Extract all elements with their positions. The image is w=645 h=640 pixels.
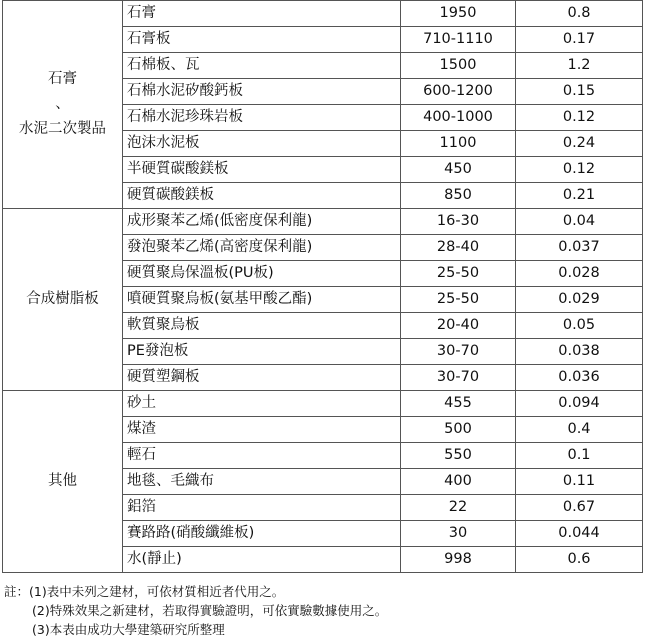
footnote-3: (3)本表由成功大學建築研究所整理 [32,622,225,637]
density-cell: 450 [401,157,516,183]
table-row [3,1,643,27]
density-cell: 16-30 [401,209,516,235]
category-label-line: 其他 [48,473,77,489]
material-name-cell: 泡沫水泥板 [123,131,401,157]
category-label-line: 、 [55,96,70,112]
table-row [3,391,643,417]
density-cell: 400-1000 [401,105,516,131]
conductivity-cell: 0.6 [516,547,643,573]
material-name-cell: 賽路路(硝酸纖維板) [123,521,401,547]
category-cell [3,209,123,391]
conductivity-cell: 0.037 [516,235,643,261]
conductivity-cell: 0.028 [516,261,643,287]
density-cell: 550 [401,443,516,469]
material-name-cell: 噴硬質聚烏板(氨基甲酸乙酯) [123,287,401,313]
conductivity-cell: 0.044 [516,521,643,547]
material-name-cell: 軟質聚烏板 [123,313,401,339]
footnotes [4,582,387,639]
material-name-cell: 石棉水泥珍珠岩板 [123,105,401,131]
category-cell [3,1,123,209]
density-cell: 25-50 [401,287,516,313]
conductivity-cell: 0.21 [516,183,643,209]
material-name-cell: 砂土 [123,391,401,417]
density-cell: 30-70 [401,365,516,391]
density-cell: 25-50 [401,261,516,287]
category-label-line: 合成樹脂板 [26,291,99,307]
conductivity-cell: 0.67 [516,495,643,521]
density-cell: 30 [401,521,516,547]
material-table-body [3,1,643,573]
density-cell: 22 [401,495,516,521]
density-cell: 28-40 [401,235,516,261]
conductivity-cell: 0.094 [516,391,643,417]
density-cell: 455 [401,391,516,417]
material-name-cell: 石棉板、瓦 [123,53,401,79]
conductivity-cell: 1.2 [516,53,643,79]
footnote-1: 註：(1)表中未列之建材，可依材質相近者代用之。 [4,584,285,599]
material-name-cell: 水(靜止) [123,547,401,573]
conductivity-cell: 0.12 [516,105,643,131]
conductivity-cell: 0.05 [516,313,643,339]
density-cell: 850 [401,183,516,209]
material-name-cell: 煤渣 [123,417,401,443]
conductivity-cell: 0.11 [516,469,643,495]
conductivity-cell: 0.1 [516,443,643,469]
density-cell: 400 [401,469,516,495]
conductivity-cell: 0.8 [516,1,643,27]
material-name-cell: 石棉水泥矽酸鈣板 [123,79,401,105]
density-cell: 998 [401,547,516,573]
material-name-cell: 輕石 [123,443,401,469]
density-cell: 20-40 [401,313,516,339]
density-cell: 1100 [401,131,516,157]
conductivity-cell: 0.17 [516,27,643,53]
density-cell: 500 [401,417,516,443]
table-row [3,209,643,235]
material-name-cell: 硬質聚烏保溫板(PU板) [123,261,401,287]
conductivity-cell: 0.15 [516,79,643,105]
conductivity-cell: 0.029 [516,287,643,313]
material-table [2,0,643,573]
material-name-cell: 成形聚苯乙烯(低密度保利龍) [123,209,401,235]
category-label-line: 石膏 [48,71,77,87]
conductivity-cell: 0.038 [516,339,643,365]
density-cell: 30-70 [401,339,516,365]
material-name-cell: 發泡聚苯乙烯(高密度保利龍) [123,235,401,261]
conductivity-cell: 0.036 [516,365,643,391]
material-name-cell: 鋁箔 [123,495,401,521]
material-name-cell: 地毯、毛織布 [123,469,401,495]
material-name-cell: 半硬質碳酸鎂板 [123,157,401,183]
density-cell: 1950 [401,1,516,27]
conductivity-cell: 0.12 [516,157,643,183]
conductivity-cell: 0.04 [516,209,643,235]
conductivity-cell: 0.4 [516,417,643,443]
density-cell: 710-1110 [401,27,516,53]
conductivity-cell: 0.24 [516,131,643,157]
material-name-cell: 硬質塑鋼板 [123,365,401,391]
material-name-cell: PE發泡板 [123,339,401,365]
category-cell [3,391,123,573]
footnote-2: (2)特殊效果之新建材，若取得實驗證明，可依實驗數據使用之。 [32,603,388,618]
material-name-cell: 石膏 [123,1,401,27]
material-name-cell: 硬質碳酸鎂板 [123,183,401,209]
material-name-cell: 石膏板 [123,27,401,53]
density-cell: 1500 [401,53,516,79]
category-label-line: 水泥二次製品 [19,121,106,137]
density-cell: 600-1200 [401,79,516,105]
